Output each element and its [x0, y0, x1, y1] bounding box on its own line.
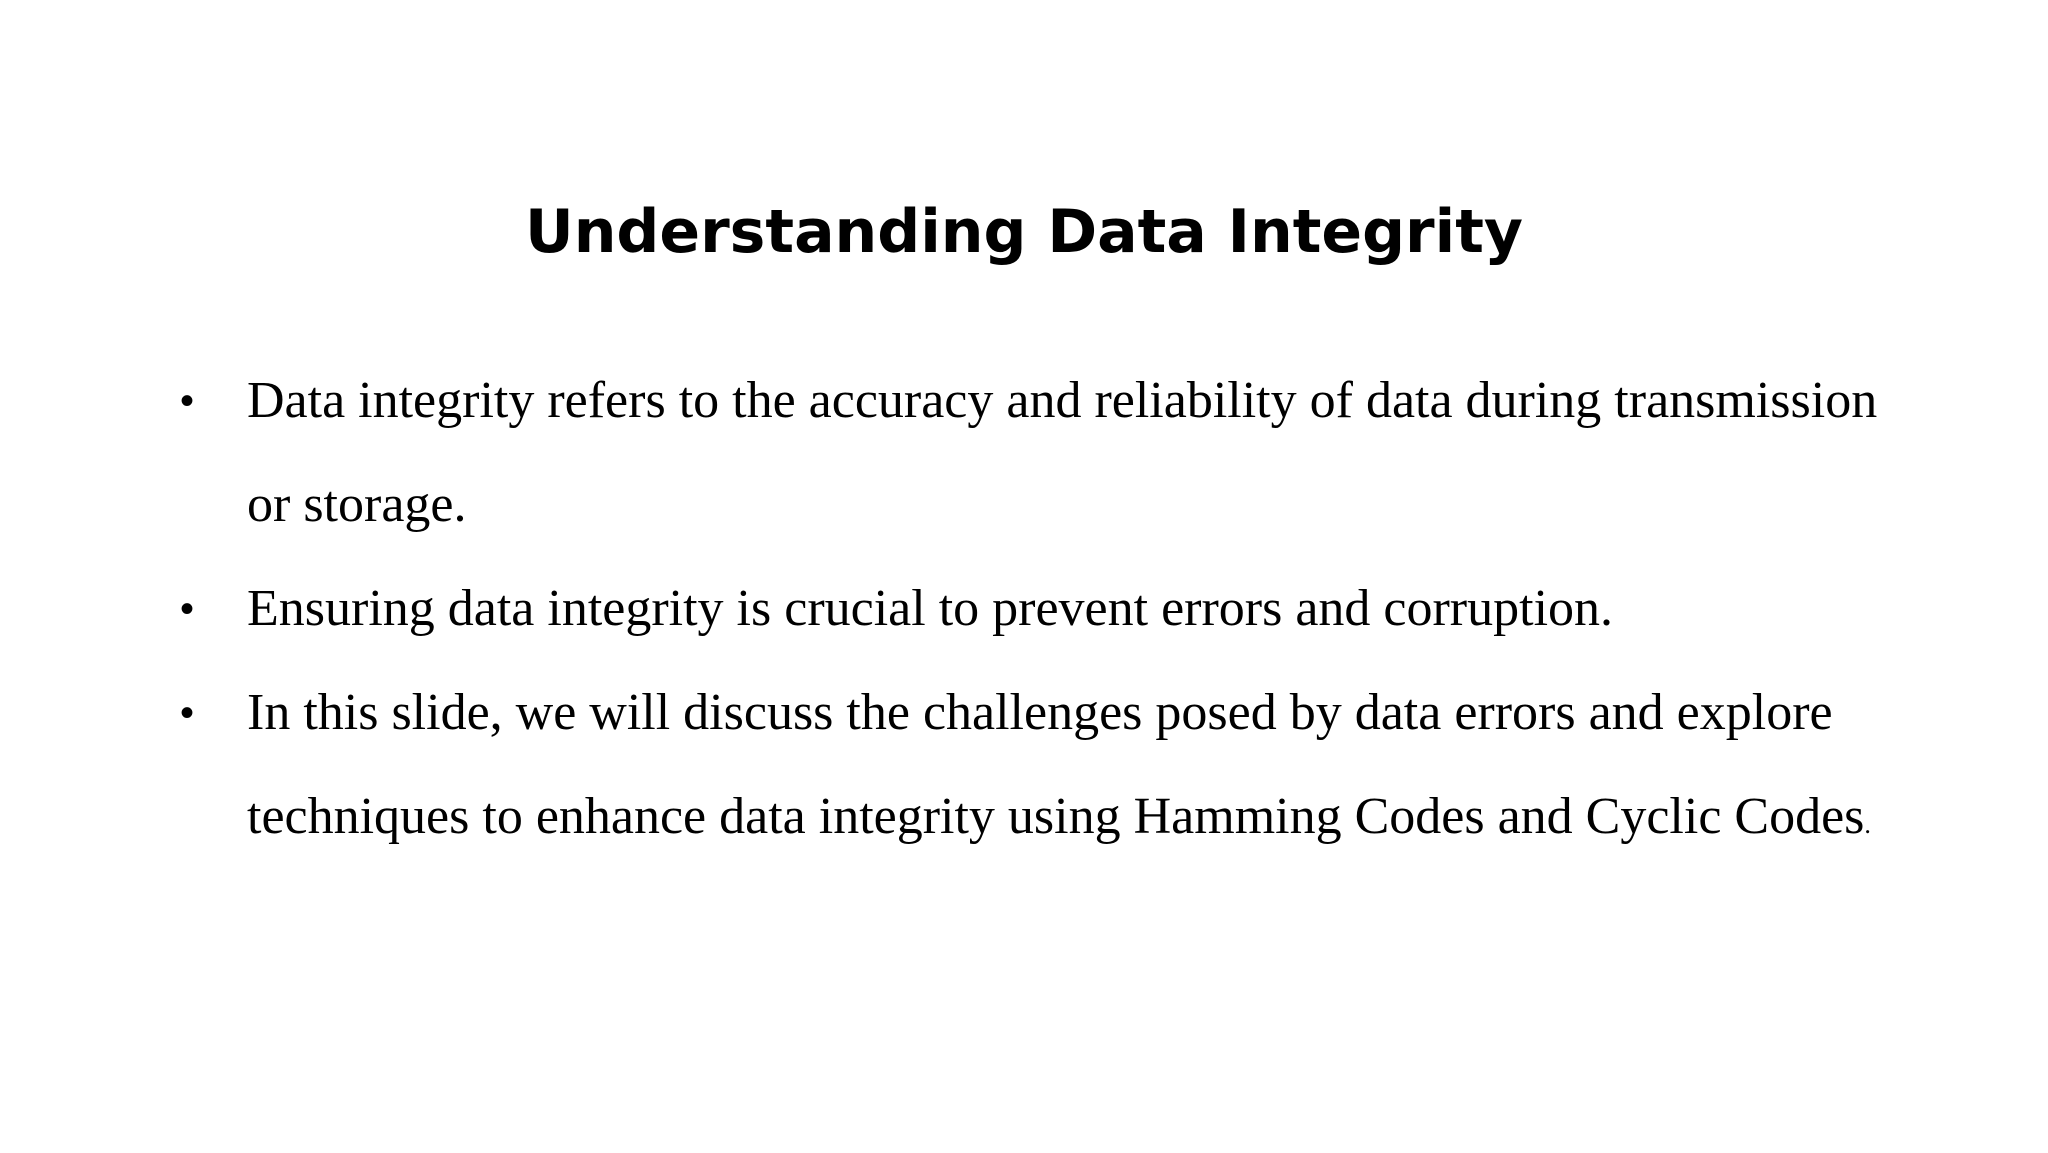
bullet-item [180, 557, 1880, 661]
bullet-item [180, 661, 1880, 877]
bullet-list [180, 349, 1880, 877]
slide-title: Understanding Data Integrity [525, 197, 1523, 267]
bullet-item [180, 349, 1880, 557]
bullet-marker-icon: • [180, 379, 195, 423]
bullet-text: Ensuring data integrity is crucial to prevent errors and corruption. [247, 580, 1614, 637]
bullet-trailing-period: . [1864, 810, 1871, 839]
bullet-text: Data integrity refers to the accuracy and reliability of data during transmission or storage. [247, 372, 1878, 533]
bullet-text: In this slide, we will discuss the challenges posed by data errors and explore techniques to enhance data integrity using Hamming Codes and Cyclic Codes [247, 684, 1865, 845]
bullet-marker-icon: • [180, 691, 195, 735]
bullet-marker-icon: • [180, 587, 195, 631]
